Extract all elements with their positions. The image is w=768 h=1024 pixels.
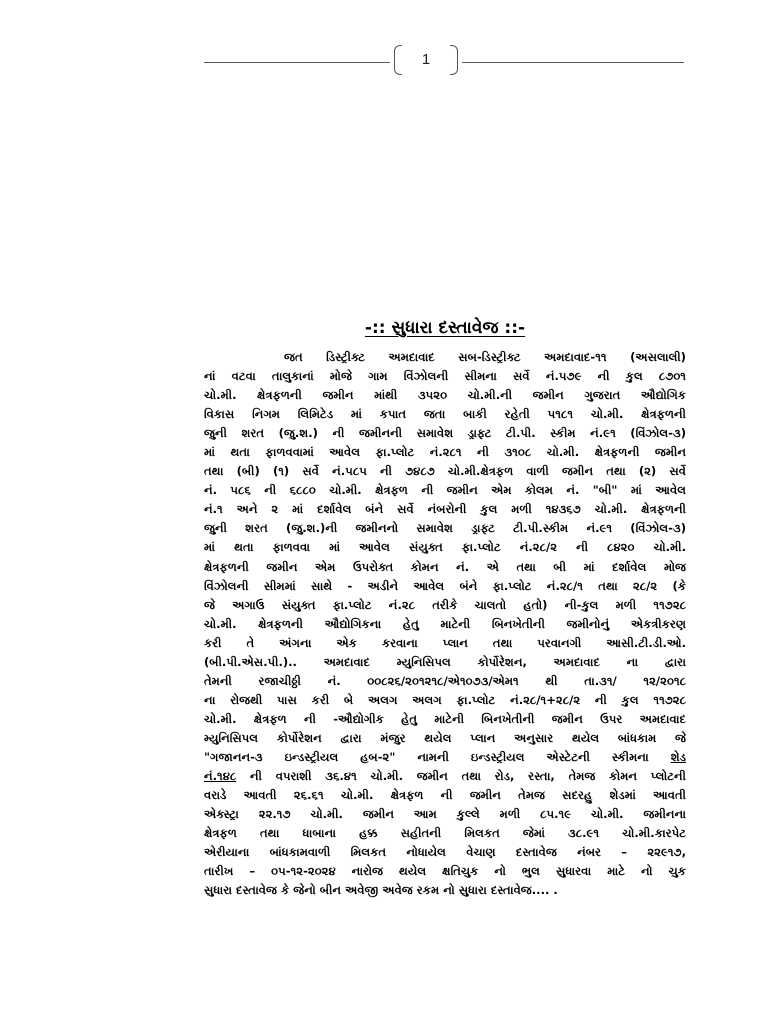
underlined-shed-number: નં.૧૪૮: [204, 769, 237, 784]
body-line: વિંઝોલની સીમમાં સાથે - અડીને આવેલ બંને ફા.પ્લોટ નં.૨૮/૧ તથા ૨૮/૨ (કે: [204, 578, 686, 593]
body-line: (બી.પી.એસ.પી.).. અમદાવાદ મ્યુનિસિપલ કોર્પોરેશન, અમદાવાદ ના દ્વારા: [204, 654, 686, 669]
body-line-last: સુધારા દસ્તાવેજ કે જેનો બીન અવેજી અવેજ રકમ નો સુધારા દસ્તાવેજ.... .: [204, 883, 558, 898]
body-line: તેમની રજાચીઠ્ઠી નં. ૦૦૮૨૬/૨૦૧૨૧૮/એ૧૦૭૩/એમ૧ થી તા.૩૧/ ૧૨/૨૦૧૮: [204, 673, 686, 688]
document-body: [204, 348, 686, 900]
page-header: [204, 44, 684, 80]
body-line: ક્ષેત્રફળની જમીન એમ ઉપરોક્ત કોમન નં. એ તથા બી માં દર્શાવેલ મોજ: [204, 559, 686, 574]
body-line: જુની શરત (જુ.શ.) ની જમીનની સમાવેશ ડ્રાફ્ટ ટી.પી. સ્કીમ નં.૯૧ (વિંઝોલ-૩): [204, 426, 686, 441]
body-line: જે અગાઉ સંયુક્ત ફા.પ્લોટ નં.૨૮ તરીકે ચાલતો હતો) ની-કુલ મળી ૧૧૭૨૮: [204, 597, 686, 612]
body-line: વરાડે આવતી ૨૬.૬૧ ચો.મી. ક્ષેત્રફળ ની જમીન તેમજ સદરહુ શેડમાં આવતી: [204, 788, 686, 803]
body-line: નં. ૫૮૬ ની ૬૮૮૦ ચો.મી. ક્ષેત્રફળ ની જમીન એમ કોલમ નં. "બી" માં આવેલ: [204, 483, 686, 498]
body-line-text: "ગજાનન-૩ ઇન્ડસ્ટ્રીયલ હબ-૨" નામની ઇન્ડસ્ટ્રીયલ એસ્ટેટની સ્કીમના: [204, 749, 649, 764]
body-line: ક્ષેત્રફળ તથા ધાબાના હક્ક સહીતની મિલકત જેમાં ૩૮.૯૧ ચો.મી.કારપેટ: [204, 826, 686, 841]
body-line: ના રોજથી પાસ કરી બે અલગ અલગ ફા.પ્લોટ નં.૨૮/૧+૨૮/૨ ની કુલ ૧૧૭૨૮: [204, 692, 686, 707]
body-line: મ્યુનિસિપલ કોર્પોરેશન દ્વારા મંજુર થયેલ પ્લાન અનુસાર થયેલ બાંધકામ જે: [204, 730, 686, 745]
underlined-shed-label: શેડ: [670, 749, 686, 764]
body-line: જત ડિસ્ટ્રીક્ટ અમદાવાદ સબ-ડિસ્ટ્રીક્ટ અમદાવાદ-૧૧ (અસલાલી): [284, 350, 686, 364]
body-line: [204, 767, 686, 786]
header-rule-right: [462, 62, 684, 63]
body-line: માં થતા ફાળવવા માં આવેલ સંયુક્ત ફા.પ્લોટ નં.૨૮/૨ ની ૮૪૨૦ ચો.મી.: [204, 540, 686, 555]
body-line: જુની શરત (જુ.શ.)ની જમીનનો સમાવેશ ડ્રાફ્ટ ટી.પી.સ્કીમ નં.૯૧ (વિંઝોલ-૩): [204, 521, 686, 536]
body-line: કરી તે અંગના એક કરવાના પ્લાન તથા પરવાનગી આસી.ટી.ડી.ઓ.: [204, 635, 686, 650]
body-line: માં થતા ફાળવવામાં આવેલ ફા.પ્લોટ નં.૨૮૧ ની ૩૧૦૮ ચો.મી. ક્ષેત્રફળની જમીન: [204, 445, 686, 460]
body-line-with-underline: [204, 748, 686, 767]
page-number: 1: [421, 51, 431, 68]
body-line: નાં વટવા તાલુકાનાં મોજે ગામ વિંઝોલની સીમના સર્વે નં.૫૭૯ ની કુલ ૮૭૦૧: [204, 369, 686, 384]
body-line: એક્સ્ટ્રા ૨૨.૧૭ ચો.મી. જમીન આમ કુલ્લે મળી ૮૫.૧૯ ચો.મી. જમીનના: [204, 807, 686, 822]
body-line: ચો.મી. ક્ષેત્રફળની ઔદ્યોગિકના હેતુ માટેની બિનખેતીની જમીનોનું એકત્રીકરણ: [204, 616, 686, 631]
body-line: ચો.મી. ક્ષેત્રફળ ની -ઔદ્યોગીક હેતુ માટેની બિનખેતીની જમીન ઉપર અમદાવાદ: [204, 711, 686, 726]
page-number-box: [394, 45, 458, 77]
header-rule-left: [204, 62, 390, 63]
body-line: નં.૧ અને ૨ માં દર્શાવેલ બંને સર્વે નંબરોની કુલ મળી ૧૪૩૬૭ ચો.મી. ક્ષેત્રફળની: [204, 502, 686, 517]
body-line: તારીખ – ૦૫-૧૨-૨૦૨૪ નારોજ થયેલ ક્ષતિચુક નો ભુલ સુધારવા માટે નો ચુક: [204, 864, 686, 879]
body-line: તથા (બી) (૧) સર્વે નં.૫૮૫ ની ૭૪૮૭ ચો.મી.ક્ષેત્રફળ વાળી જમીન તથા (૨) સર્વે: [204, 464, 686, 479]
body-line: વિકાસ નિગમ લિમિટેડ માં કપાત જતા બાકી રહેતી ૫૧૮૧ ચો.મી. ક્ષેત્રફળની: [204, 407, 686, 422]
document-title: -:: સુધારા દસ્તાવેજ ::-: [364, 318, 526, 338]
body-line-text: ની વપરાશી ૩૬.૪૧ ચો.મી. જમીન તથા રોડ, રસ્તા, તેમજ કોમન પ્લોટની: [236, 769, 686, 784]
body-line: એરીયાના બાંધકામવાળી મિલકત નોધાયેલ વેચાણ દસ્તાવેજ નંબર – ૨૨૯૧૭,: [204, 845, 686, 860]
body-line: ચો.મી. ક્ષેત્રફળની જમીન માંથી ૩૫૨૦ ચો.મી.ની જમીન ગુજરાત ઔદ્યોગિક: [204, 388, 686, 403]
